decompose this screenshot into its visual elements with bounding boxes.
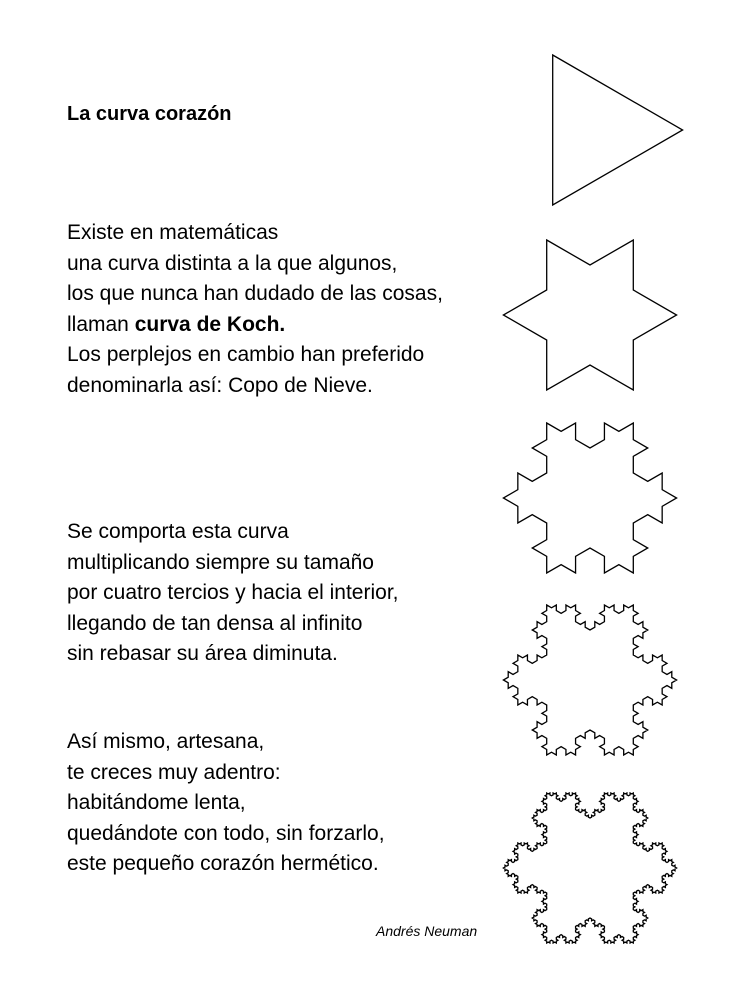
author-signature: Andrés Neuman <box>376 923 478 939</box>
stanza-line: sin rebasar su área diminuta. <box>67 642 338 665</box>
stanza-line: denominarla así: Copo de Nieve. <box>67 373 373 397</box>
stanza-line: te creces muy adentro: <box>67 760 281 784</box>
line-text: llaman <box>67 312 135 336</box>
stanza-3 <box>67 727 385 880</box>
stanza-1 <box>67 218 443 401</box>
stanza-line: una curva distinta a la que algunos, <box>67 251 398 275</box>
stanza-line: llegando de tan densa al infinito <box>67 611 363 635</box>
stanza-line: quedándote con todo, sin forzarlo, <box>67 821 385 845</box>
poem-title: La curva corazón <box>67 103 232 125</box>
koch-level-4-snowflake <box>503 793 676 943</box>
stanza-line: por cuatro tercios y hacia el interior, <box>67 581 399 604</box>
stanza-line: habitándome lenta, <box>67 791 246 814</box>
stanza-line: Así mismo, artesana, <box>67 730 265 753</box>
koch-level-3-snowflake <box>503 605 676 755</box>
stanza-line: Existe en matemáticas <box>67 221 279 244</box>
koch-level-2-snowflake <box>503 423 676 573</box>
stanza-2 <box>67 517 399 670</box>
koch-level-0-triangle <box>553 55 683 205</box>
stanza-line: Los perplejos en cambio han preferido <box>67 343 425 366</box>
koch-level-1-star <box>503 240 676 390</box>
bold-term: curva de Koch. <box>134 312 286 336</box>
stanza-line: los que nunca han dudado de las cosas, <box>67 282 443 305</box>
stanza-line: este pequeño corazón hermético. <box>67 852 379 875</box>
stanza-line-mixed <box>67 310 443 341</box>
stanza-line: multiplicando siempre su tamaño <box>67 550 374 574</box>
stanza-line: Se comporta esta curva <box>67 520 289 543</box>
